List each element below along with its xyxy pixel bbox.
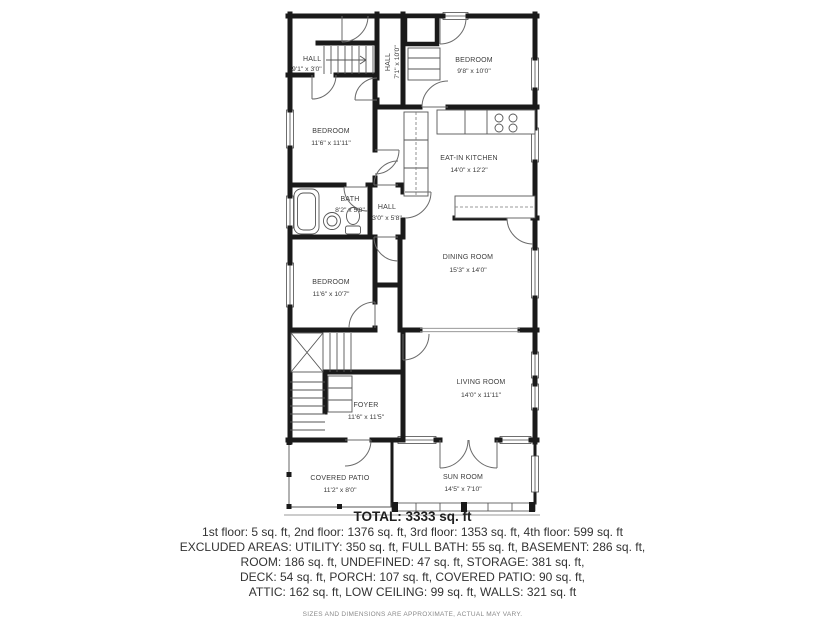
room-dims: 11'6" x 11'5" (347, 414, 385, 421)
room-dims: 3'0" x 5'8" (372, 215, 402, 222)
room-label-kitchen (440, 155, 498, 174)
room-name: HALL (377, 204, 397, 211)
summary-line: EXCLUDED AREAS: UTILITY: 350 sq. ft, FULL BATH: 55 sq. ft, BASEMENT: 286 sq. ft, (179, 540, 646, 554)
room-dims: 8'2" x 5'8" (335, 207, 365, 214)
room-dims: 14'0" x 11'11" (460, 392, 502, 399)
sink-icon (324, 213, 341, 230)
summary-line: ROOM: 186 sq. ft, UNDEFINED: 47 sq. ft, STORAGE: 381 sq. ft, (240, 555, 585, 569)
kitchen-counter (437, 110, 535, 134)
room-label-living-room (457, 379, 506, 399)
room-name: SUN ROOM (442, 474, 484, 481)
room-name: EAT-IN KITCHEN (440, 155, 498, 162)
room-name: BATH (340, 196, 360, 203)
room-name: COVERED PATIO (310, 475, 370, 482)
disclaimer-text: SIZES AND DIMENSIONS ARE APPROXIMATE, ACTUAL MAY VARY. (302, 611, 523, 618)
walls (288, 14, 537, 506)
room-label-bath (335, 196, 365, 214)
bathtub-icon (294, 189, 319, 234)
room-label-bedroom-mid-left (312, 279, 350, 298)
sunroom-walls (392, 440, 535, 506)
room-name: BEDROOM (455, 57, 493, 64)
room-label-foyer (348, 402, 385, 421)
room-dims: 11'6" x 10'7" (312, 291, 350, 298)
room-dims: 11'2" x 8'0" (323, 487, 357, 494)
room-label-bedroom-upper-left (311, 128, 351, 147)
room-dims: 9'8" x 10'0" (457, 68, 491, 75)
sunroom-window-band (392, 456, 539, 512)
stairs-upper-hall (324, 46, 373, 74)
room-name: DINING ROOM (442, 254, 494, 261)
closet-top (405, 16, 437, 44)
stairs-basement (290, 382, 325, 430)
kitchen-island (455, 196, 535, 218)
room-name: LIVING ROOM (456, 379, 506, 386)
room-label-bedroom-top-right (455, 57, 493, 75)
shelves-top-landing (408, 48, 440, 80)
room-dims: 15'3" x 14'0" (449, 267, 487, 274)
room-label-hall-small (372, 204, 402, 222)
room-label-hall-top (292, 56, 322, 73)
room-dims: 14'5" x 7'10" (444, 486, 482, 493)
room-label-dining-room (443, 254, 493, 274)
room-label-hall-vertical (385, 45, 401, 79)
foyer-closet-shelves (328, 376, 352, 412)
summary-line: ATTIC: 162 sq. ft, LOW CEILING: 99 sq. ft, WALLS: 321 sq. ft (248, 585, 577, 599)
room-name: BEDROOM (312, 279, 350, 286)
summary-line: DECK: 54 sq. ft, PORCH: 107 sq. ft, COVERED PATIO: 90 sq. ft, (240, 570, 585, 584)
room-name: BEDROOM (312, 128, 350, 135)
total-area: TOTAL: 3333 sq. ft (353, 509, 472, 524)
room-dims: 7'1" x 10'0" (394, 45, 401, 79)
room-label-sun-room (443, 474, 483, 493)
room-name: FOYER (353, 402, 379, 409)
room-dims: 9'1" x 3'0" (292, 66, 322, 73)
kitchen-cabinet-left (404, 112, 428, 196)
room-name: HALL (385, 52, 392, 72)
summary-line: 1st floor: 5 sq. ft, 2nd floor: 1376 sq. ft, 3rd floor: 1353 sq. ft, 4th floor: 599 sq. ft (202, 525, 623, 539)
room-dims: 11'6" x 11'11" (311, 140, 351, 147)
stairs-foyer-winder (291, 333, 351, 372)
room-dims: 14'0" x 12'2" (450, 167, 488, 174)
cased-opening (420, 328, 520, 331)
room-label-covered-patio (310, 475, 369, 494)
room-name: HALL (303, 56, 322, 63)
area-summary (0, 509, 825, 618)
